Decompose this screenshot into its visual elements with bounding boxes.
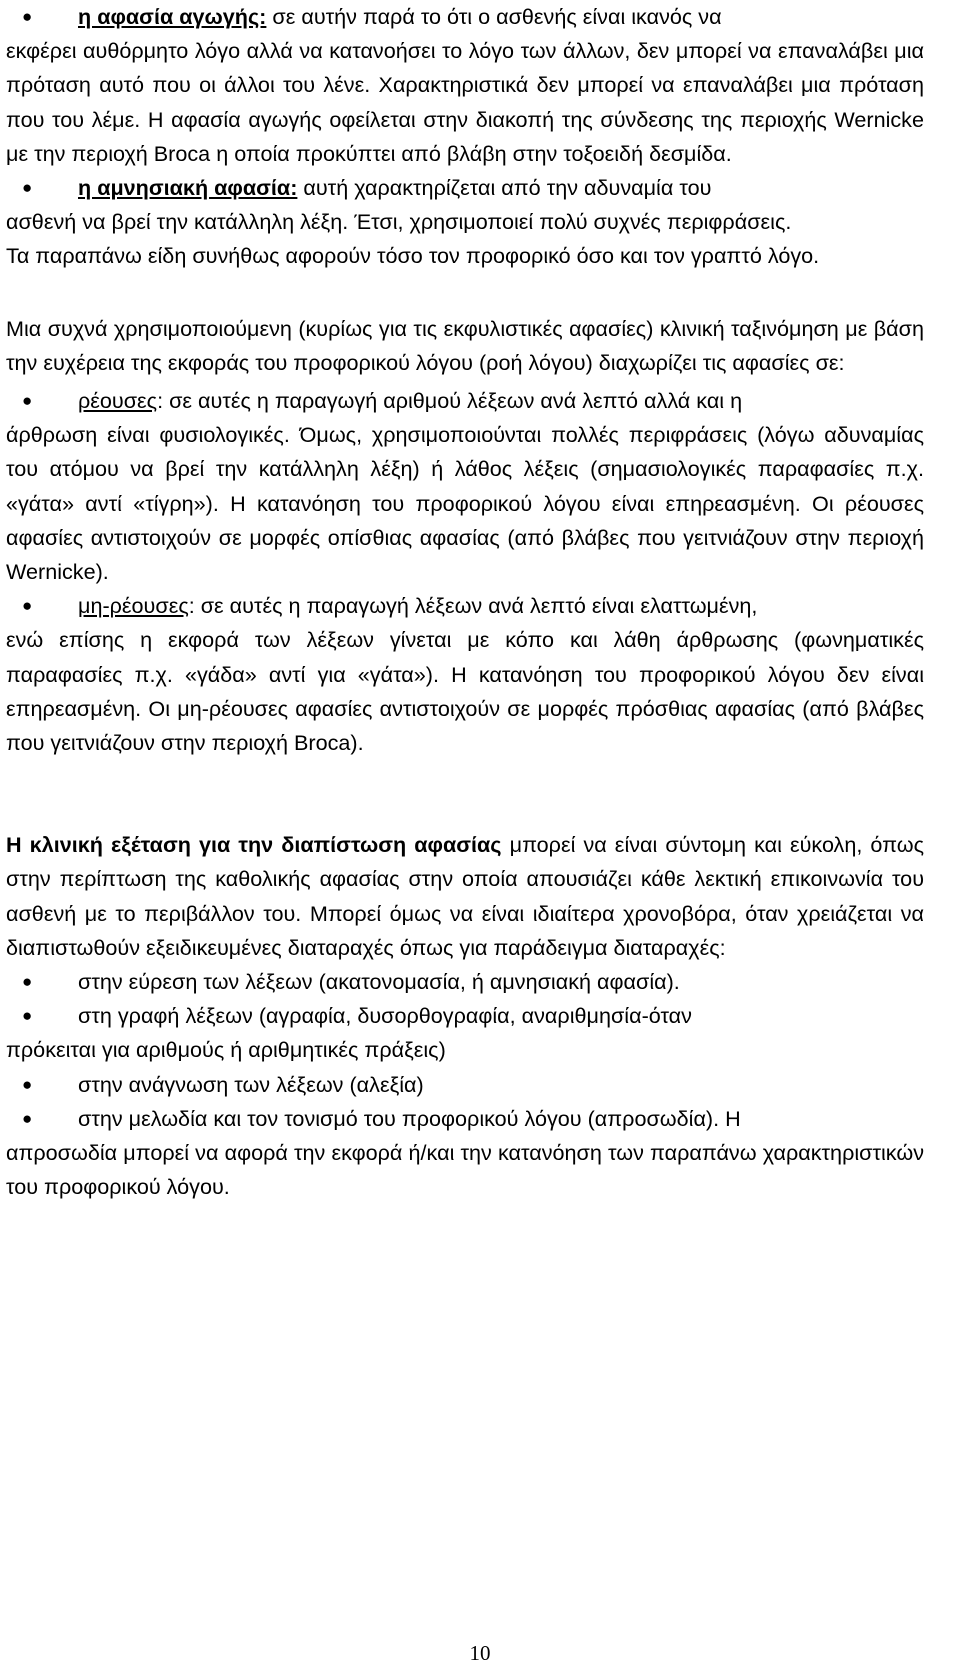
item-text: στην ανάγνωση των λέξεων (αλεξία) [78, 1071, 424, 1097]
term-nonfluent: μη-ρέουσες [78, 593, 189, 619]
term-amnesic-aphasia: η αμνησιακή αφασία: [78, 175, 298, 201]
item-text: στην εύρεση των λέξεων (ακατονομασία, ή αμνησιακή αφασία). [78, 969, 680, 995]
bullet-item-nonfluent [6, 589, 924, 623]
classification-intro: Μια συχνά χρησιμοποιούμενη (κυρίως για τις εκφυλιστικές αφασίες) κλινική ταξινόμηση με βάση την ευχέρεια της εκφοράς του προφορικού λόγου (ροή λόγου) διαχωρίζει τις αφασίες σε: [6, 315, 924, 375]
bullet-item-prosody [6, 1102, 924, 1136]
summary-paragraph: Τα παραπάνω είδη συνήθως αφορούν τόσο τον προφορικό όσο και τον γραπτό λόγο. [6, 243, 820, 269]
bullet-item-writing [6, 999, 924, 1033]
bullet-item-fluent [6, 384, 924, 418]
term-fluent: ρέουσες [78, 388, 158, 414]
bullet-icon: ● [22, 178, 33, 198]
bullet-item-amnesic-aphasia [6, 171, 924, 205]
item-continuation: ενώ επίσης η εκφορά των λέξεων γίνεται με κόπο και λάθη άρθρωσης (φωνηματικές παραφασίες π.χ. «γάδα» αντί για «γάτα»). Η κατανόηση του προφορικού λόγου δεν είναι επηρεασμένη. Οι μη-ρέουσες αφασίες αντιστοιχούν σε μορφές πρόσθιας αφασίας (από βλάβες που γειτνιάζουν στην περιοχή Broca). [6, 627, 924, 756]
bullet-icon: ● [22, 391, 33, 411]
bullet-icon: ● [22, 1074, 33, 1094]
bullet-item-word-finding [6, 965, 924, 999]
bullet-icon: ● [22, 972, 33, 992]
item-continuation: άρθρωση είναι φυσιολογικές. Όμως, χρησιμοποιούνται πολλές περιφράσεις (λόγω αδυναμίας του ατόμου να βρεί την κατάλληλη λέξη) ή λάθος λέξεις (σημασιολογικές παραφασίες π.χ. «γάτα» αντί «τίγρη»). Η κατανόηση του προφορικού λόγου είναι επηρεασμένη. Οι ρέουσες αφασίες αντιστοιχούν σε μορφές οπίσθιας αφασίας (από βλάβες που γειτνιάζουν στην περιοχή Wernicke). [6, 422, 924, 585]
document-page [6, 0, 924, 1205]
bullet-item-reading [6, 1068, 924, 1102]
item-text: στη γραφή λέξεων (αγραφία, δυσορθογραφία, αναριθμησία-όταν [78, 1003, 692, 1029]
item-text: : σε αυτές η παραγωγή αριθμού λέξεων ανά λεπτό αλλά και η [157, 388, 743, 414]
bullet-item-conduction-aphasia [6, 0, 924, 34]
item-text: : σε αυτές η παραγωγή λέξεων ανά λεπτό είναι ελαττωμένη, [188, 593, 758, 619]
bullet-icon: ● [22, 1108, 33, 1128]
clinical-exam-text: μπορεί να είναι σύντομη και εύκολη, όπως στην περίπτωση της καθολικής αφασίας στην οποία απουσιάζει κάθε λεκτική επικοινωνία του ασθενή με το περιβάλλον του. Μπορεί όμως να είναι ιδιαίτερα χρονοβόρα, όταν χρειάζεται να διαπιστωθούν εξειδικευμένες διαταραχές όπως για παράδειγμα διαταραχές: [6, 832, 924, 960]
item-continuation: εκφέρει αυθόρμητο λόγο αλλά να κατανοήσει το λόγο των άλλων, δεν μπορεί να επαναλάβει μια πρόταση αυτό που οι άλλοι του λένε. Χαρακτηριστικά δεν μπορεί να επαναλάβει μια πρόταση που του λέμε. Η αφασία αγωγής οφείλεται στην διακοπή της σύνδεσης της περιοχής Wernicke με την περιοχή Broca η οποία προκύπτει από βλάβη στην τοξοειδή δεσμίδα. [6, 38, 924, 166]
item-continuation: ασθενή να βρεί την κατάλληλη λέξη. Έτσι, χρησιμοποιεί πολύ συχνές περιφράσεις. [6, 209, 792, 235]
term-conduction-aphasia: η αφασία αγωγής: [78, 4, 267, 29]
bullet-icon: ● [22, 596, 33, 616]
clinical-exam-heading: Η κλινική εξέταση για την διαπίστωση αφασίας [6, 832, 502, 858]
bullet-icon: ● [22, 7, 33, 26]
item-text: σε αυτήν παρά το ότι ο ασθενής είναι ικανός να [266, 4, 722, 29]
item-text: αυτή χαρακτηρίζεται από την αδυναμία του [297, 175, 712, 201]
item-text: στην μελωδία και τον τονισμό του προφορικού λόγου (απροσωδία). Η [78, 1105, 741, 1131]
clinical-exam-paragraph [6, 828, 924, 965]
item-continuation: απροσωδία μπορεί να αφορά την εκφορά ή/και την κατανόηση των παραπάνω χαρακτηριστικών του προφορικού λόγου. [6, 1140, 924, 1200]
page-number: 10 [469, 1641, 491, 1665]
bullet-icon: ● [22, 1006, 33, 1026]
item-continuation: πρόκειται για αριθμούς ή αριθμητικές πράξεις) [6, 1037, 446, 1063]
